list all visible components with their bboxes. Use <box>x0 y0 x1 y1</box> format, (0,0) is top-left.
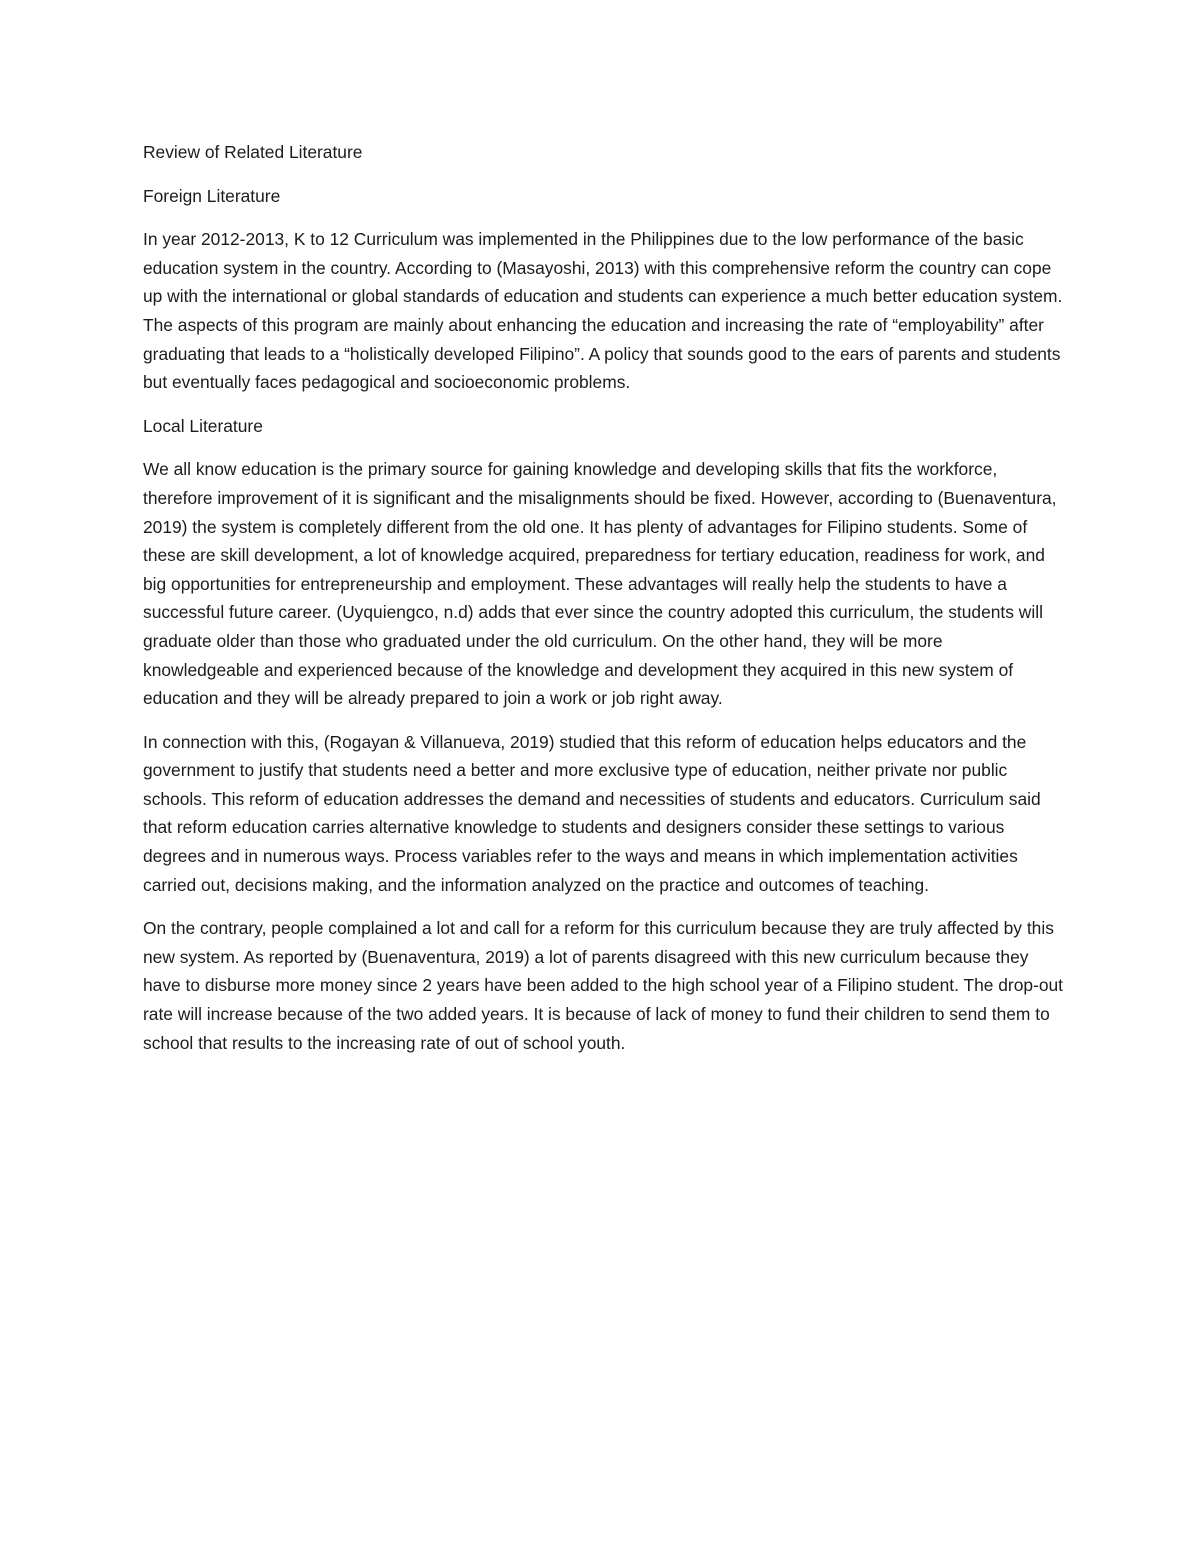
document-page <box>143 138 1063 1072</box>
section-heading-local: Local Literature <box>143 415 263 436</box>
section-heading-foreign: Foreign Literature <box>143 185 281 206</box>
paragraph-local-3: On the contrary, people complained a lot and call for a reform for this curriculum because they are truly affected by this new system. As reported by (Buenaventura, 2019) a lot of parents disagreed with this new curriculum because they have to disburse more money since 2 years have been added to the high school year of a Filipino student. The drop-out rate will increase because of the two added years. It is because of lack of money to fund their children to send them to school that results to the increasing rate of out of school youth. <box>143 918 1064 1053</box>
document-title: Review of Related Literature <box>143 142 363 162</box>
paragraph-local-1: We all know education is the primary source for gaining knowledge and developing skills that fits the workforce, therefore improvement of it is significant and the misalignments should be fixed. However, according to (Buenaventura, 2019) the system is completely different from the old one. It has plenty of advantages for Filipino students. Some of these are skill development, a lot of knowledge acquired, preparedness for tertiary education, readiness for work, and big opportunities for entrepreneurship and employment. These advantages will really help the students to have a successful future career. (Uyquiengco, n.d) adds that ever since the country adopted this curriculum, the students will graduate older than those who graduated under the old curriculum. On the other hand, they will be more knowledgeable and experienced because of the knowledge and development they acquired in this new system of education and they will be already prepared to join a work or job right away. <box>143 459 1057 709</box>
paragraph-foreign-1: In year 2012-2013, K to 12 Curriculum was implemented in the Philippines due to the low performance of the basic education system in the country. According to (Masayoshi, 2013) with this comprehensive reform the country can cope up with the international or global standards of education and students can experience a much better education system. The aspects of this program are mainly about enhancing the education and increasing the rate of “employability” after graduating that leads to a “holistically developed Filipino”. A policy that sounds good to the ears of parents and students but eventually faces pedagogical and socioeconomic problems. <box>143 229 1063 393</box>
paragraph-local-2: In connection with this, (Rogayan & Villanueva, 2019) studied that this reform of education helps educators and the government to justify that students need a better and more exclusive type of education, neither private nor public schools. This reform of education addresses the demand and necessities of students and educators. Curriculum said that reform education carries alternative knowledge to students and designers consider these settings to various degrees and in numerous ways. Process variables refer to the ways and means in which implementation activities carried out, decisions making, and the information analyzed on the practice and outcomes of teaching. <box>143 731 1041 895</box>
